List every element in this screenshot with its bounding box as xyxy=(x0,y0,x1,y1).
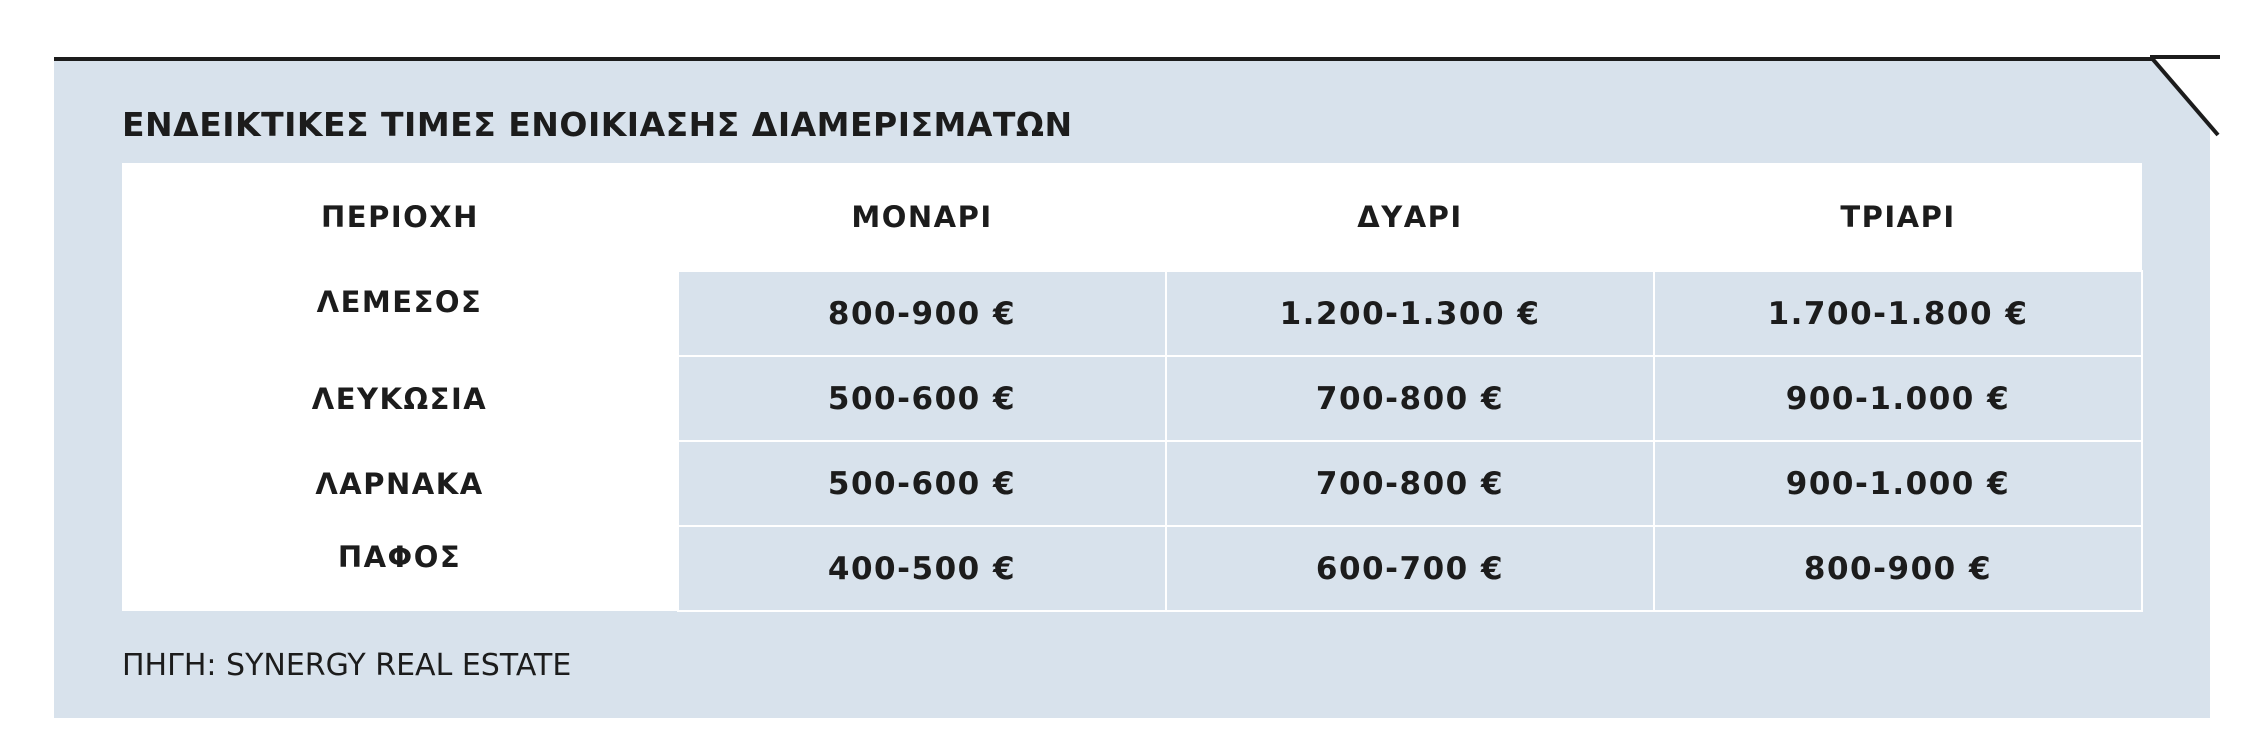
price-cell-three-room: 900-1.000 € xyxy=(1654,356,2142,441)
table-title: ΕΝΔΕΙΚΤΙΚΕΣ ΤΙΜΕΣ ΕΝΟΙΚΙΑΣΗΣ ΔΙΑΜΕΡΙΣΜΑΤΩΝ xyxy=(122,105,1073,144)
price-cell-studio: 500-600 € xyxy=(678,441,1166,526)
region-cell: ΠΑΦΟΣ xyxy=(122,526,678,611)
header-two-room: ΔΥΑΡΙ xyxy=(1166,163,1654,271)
price-cell-two-room: 1.200-1.300 € xyxy=(1166,271,1654,356)
header-three-room: ΤΡΙΑΡΙ xyxy=(1654,163,2142,271)
region-cell: ΛΕΥΚΩΣΙΑ xyxy=(122,356,678,441)
rental-prices-table xyxy=(122,163,2143,612)
table-header-row xyxy=(122,163,2142,271)
price-cell-studio: 500-600 € xyxy=(678,356,1166,441)
region-cell: ΛΑΡΝΑΚΑ xyxy=(122,441,678,526)
rental-prices-panel xyxy=(54,57,2210,718)
price-cell-two-room: 700-800 € xyxy=(1166,441,1654,526)
price-cell-three-room: 900-1.000 € xyxy=(1654,441,2142,526)
source-credit: ΠΗΓΗ: SYNERGY REAL ESTATE xyxy=(122,648,572,683)
table-row xyxy=(122,526,2142,611)
price-cell-two-room: 700-800 € xyxy=(1166,356,1654,441)
price-cell-studio: 800-900 € xyxy=(678,271,1166,356)
price-cell-studio: 400-500 € xyxy=(678,526,1166,611)
table-row xyxy=(122,271,2142,356)
table-row xyxy=(122,356,2142,441)
region-cell: ΛΕΜΕΣΟΣ xyxy=(122,271,678,356)
price-cell-three-room: 1.700-1.800 € xyxy=(1654,271,2142,356)
header-studio: ΜΟΝΑΡΙ xyxy=(678,163,1166,271)
header-region: ΠΕΡΙΟΧΗ xyxy=(122,163,678,271)
page-fold-corner xyxy=(2150,55,2220,137)
price-cell-three-room: 800-900 € xyxy=(1654,526,2142,611)
table-row xyxy=(122,441,2142,526)
price-cell-two-room: 600-700 € xyxy=(1166,526,1654,611)
